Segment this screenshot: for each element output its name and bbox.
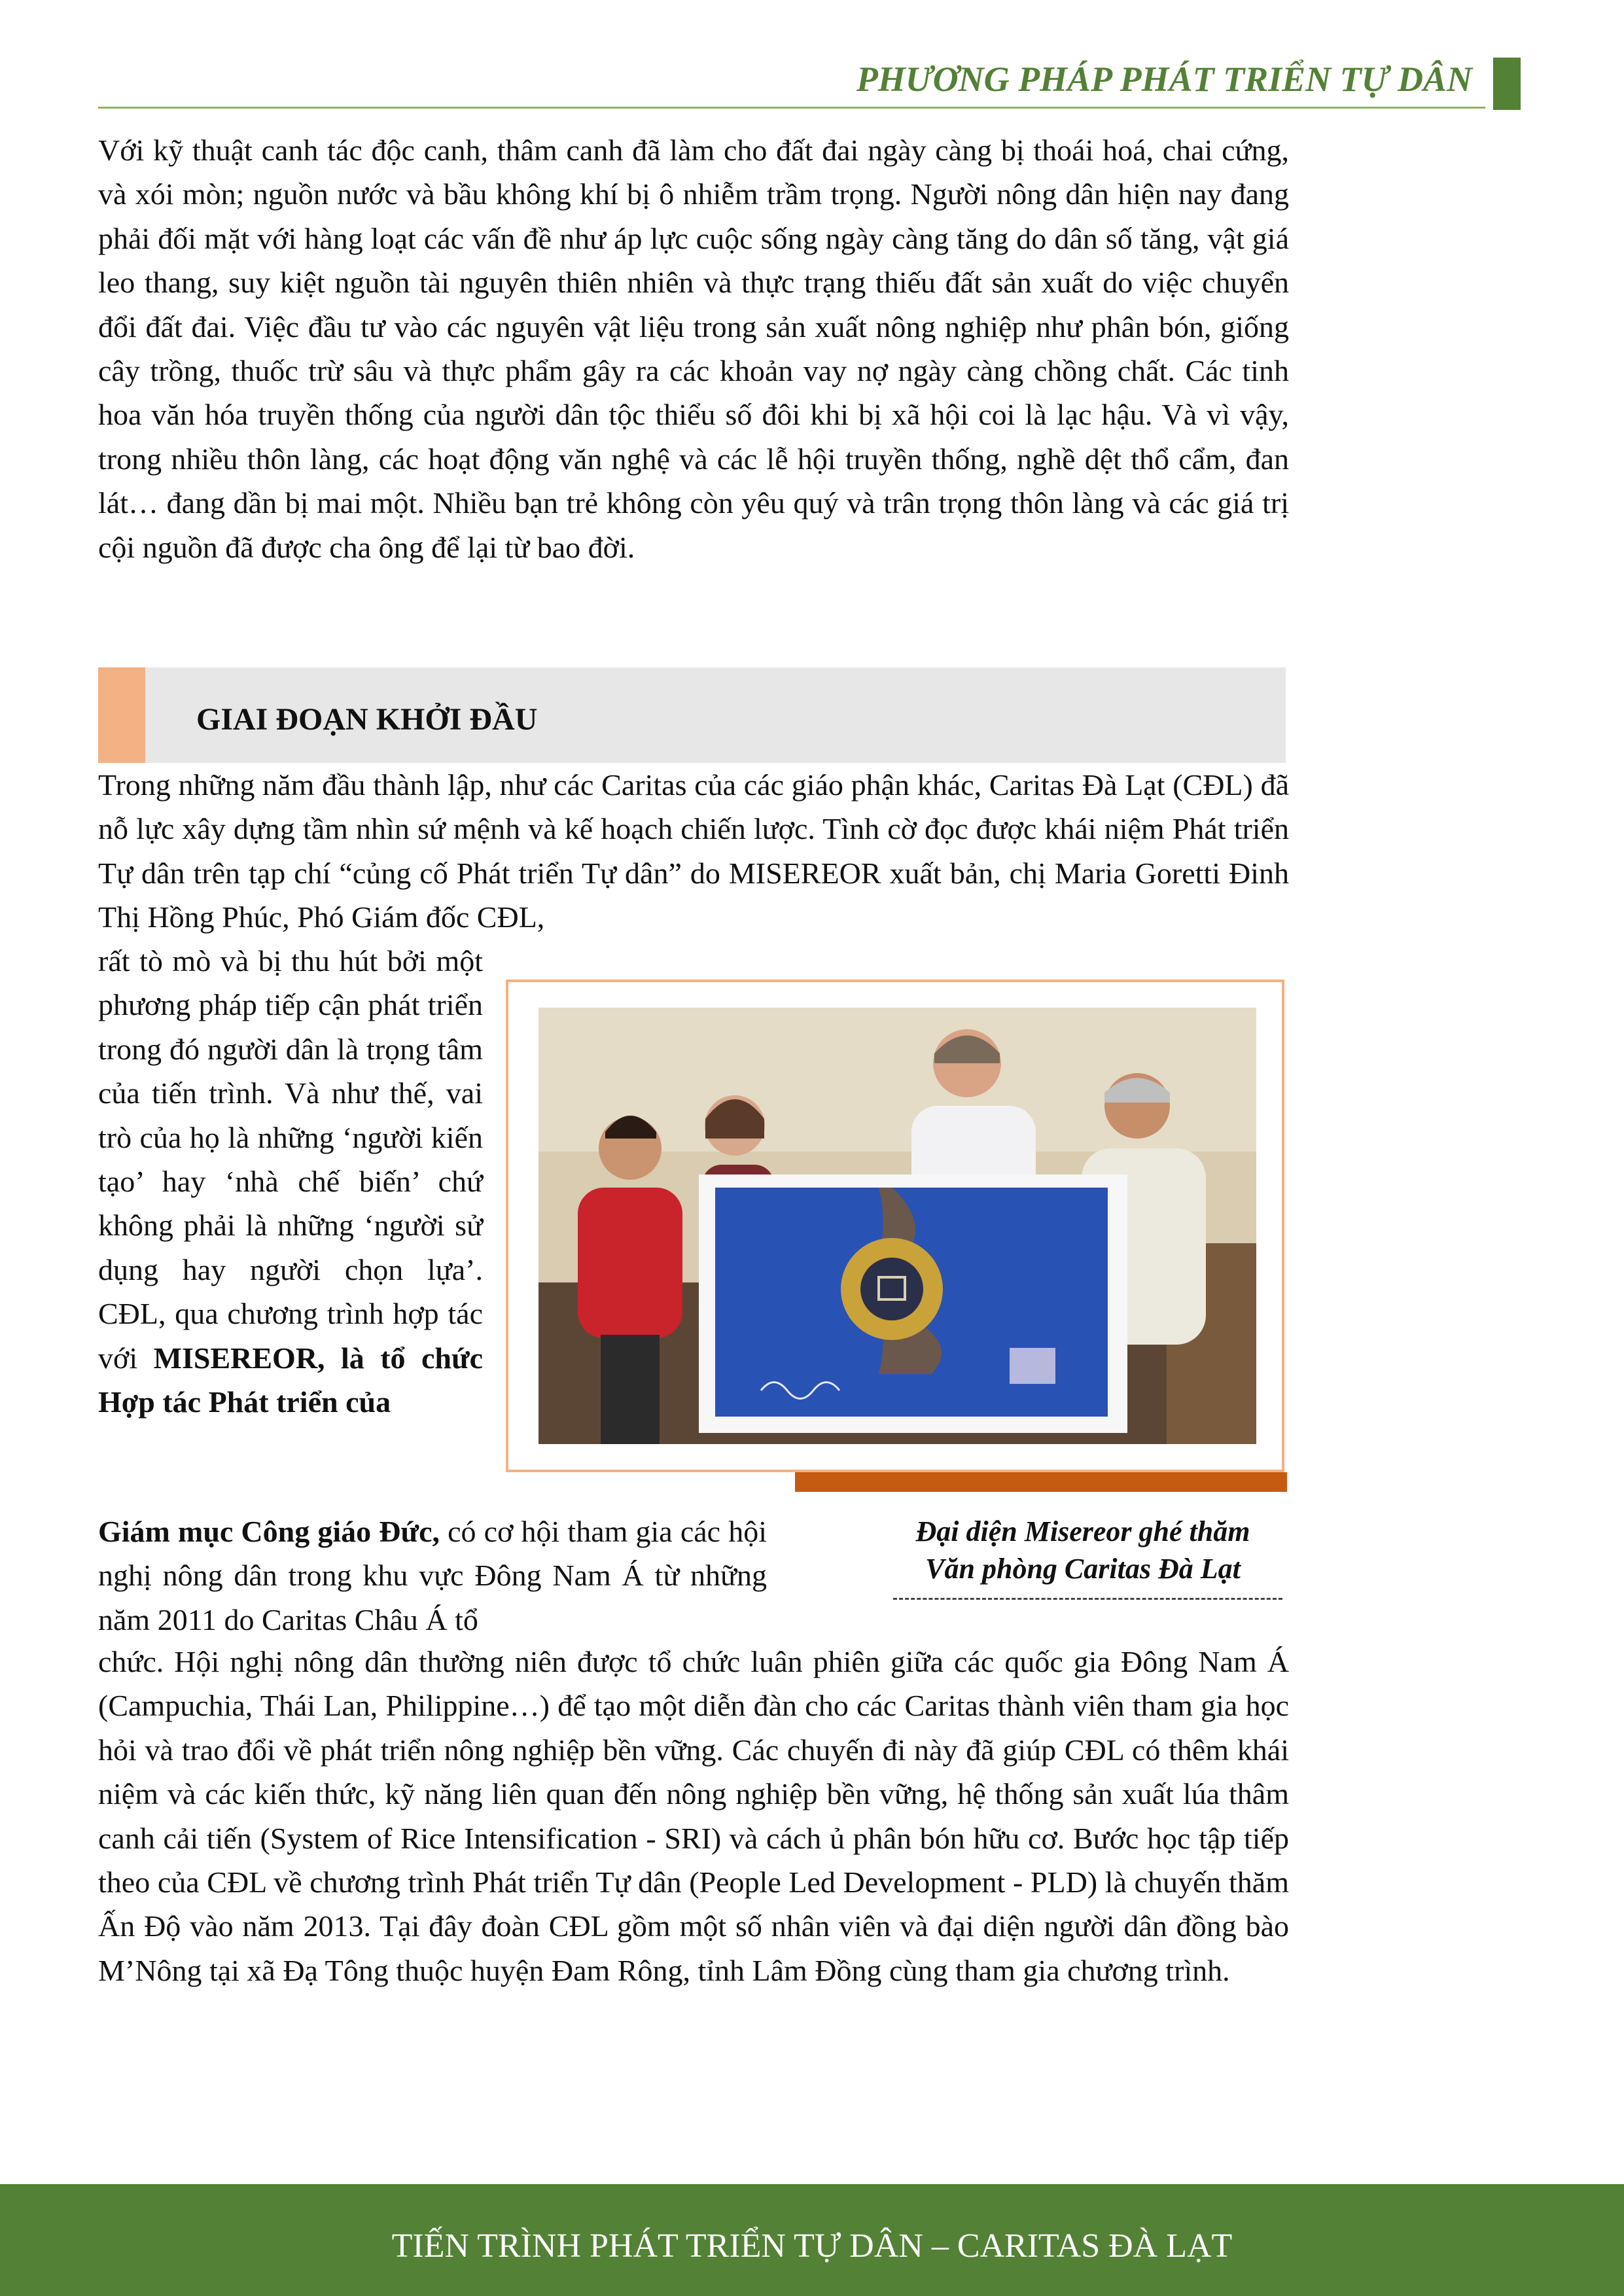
running-header-title: PHƯƠNG PHÁP PHÁT TRIỂN TỰ DÂN bbox=[856, 60, 1472, 99]
paragraph-intro: Với kỹ thuật canh tác độc canh, thâm canh đã làm cho đất đai ngày càng bị thoái hoá, chai cứng, và xói mòn; nguồn nước và bầu không khí bị ô nhiễm trầm trọng. Người nông dân hiện nay đang phải đối mặt với hàng loạt các vấn đề như áp lực cuộc sống ngày càng tăng do dân số tăng, vật giá leo thang, suy kiệt nguồn tài nguyên thiên nhiên và thực trạng thiếu đất sản xuất do việc chuyển đổi đất đai. Việc đầu tư vào các nguyên vật liệu trong sản xuất nông nghiệp như phân bón, giống cây trồng, thuốc trừ sâu và thực phẩm gây ra các khoản vay nợ ngày càng chồng chất. Các tinh hoa văn hóa truyền thống của người dân tộc thiểu số đôi khi bị xã hội coi là lạc hậu. Và vì vậy, trong nhiều thôn làng, các hoạt động văn nghệ và các lễ hội truyền thống, nghề dệt thổ cẩm, đan lát… đang dần bị mai một. Nhiều bạn trẻ không còn yêu quý và trân trọng thôn làng và các giá trị cội nguồn đã được cha ông để lại từ bao đời. bbox=[98, 133, 1289, 564]
paragraph-conferences: chức. Hội nghị nông dân thường niên được tổ chức luân phiên giữa các quốc gia Đông Nam Á (Campuchia, Thái Lan, Philippine…) để tạo một diễn đàn cho các Caritas thành viên tham gia học hỏi và trao đổi về phát triển nông nghiệp bền vững. Các chuyến đi này đã giúp CĐL có thêm khái niệm và các kiến thức, kỹ năng liên quan đến nông nghiệp bền vững, hệ thống sản xuất lúa thâm canh cải tiến (System of Rice Intensification - SRI) và cách ủ phân bón hữu cơ. Bước học tập tiếp theo của CĐL về chương trình Phát triển Tự dân (People Led Development - PLD) là chuyến thăm Ấn Độ vào năm 2013. Tại đây đoàn CĐL gồm một số nhân viên và đại diện người dân đồng bào M’Nông tại xã Đạ Tông thuộc huyện Đam Rông, tỉnh Lâm Đồng cùng tham gia chương trình. bbox=[98, 1645, 1289, 1987]
header-rule bbox=[98, 107, 1485, 109]
caption-dashed-rule bbox=[893, 1598, 1282, 1600]
section-heading-accent bbox=[98, 667, 145, 763]
paragraph-beginning: Trong những năm đầu thành lập, như các Caritas của các giáo phận khác, Caritas Đà Lạt (CĐL) đã nỗ lực xây dựng tầm nhìn sứ mệnh và kế hoạch chiến lược. Tình cờ đọc được khái niệm Phát triển Tự dân trên tạp chí “củng cố Phát triển Tự dân” do MISEREOR xuất bản, chị Maria Goretti Đinh Thị Hồng Phúc, Phó Giám đốc CĐL, bbox=[98, 768, 1289, 934]
photo-accent-band bbox=[795, 1472, 1287, 1492]
photo-caption bbox=[870, 1513, 1296, 1587]
paragraph-continued-text: có cơ hội tham gia các hội nghị nông dân trong khu vực Đông Nam Á từ những năm 2011 do Caritas Châu Á tổ bbox=[98, 1515, 767, 1636]
header-green-block bbox=[1493, 58, 1521, 110]
paragraph-continued bbox=[98, 1510, 767, 1642]
paragraph-side-text: rất tò mò và bị thu hút bởi một phương pháp tiếp cận phát triển trong đó người dân là trọng tâm của tiến trình. Và như thế, vai trò của họ là những ‘người kiến tạo’ hay ‘nhà chế biến’ chứ không phải là những ‘người sử dụng hay người chọn lựa’. CĐL, qua chương trình hợp tác với bbox=[98, 944, 483, 1375]
organization-bold: , là tổ chức Hợp tác Phát triển của bbox=[98, 1341, 484, 1419]
footer-title: TIẾN TRÌNH PHÁT TRIỂN TỰ DÂN – CARITAS ĐÀ LẠT bbox=[391, 2227, 1233, 2265]
group-photo bbox=[538, 1008, 1256, 1444]
paragraph-side-column bbox=[98, 939, 483, 1424]
bishops-bold: Giám mục Công giáo Đức, bbox=[98, 1515, 440, 1548]
caption-line-1: Đại diện Misereor ghé thăm bbox=[915, 1515, 1250, 1547]
misereor-bold: MISEREOR bbox=[153, 1341, 318, 1375]
section-title: GIAI ĐOẠN KHỞI ĐẦU bbox=[196, 702, 538, 737]
caption-line-2: Văn phòng Caritas Đà Lạt bbox=[925, 1553, 1241, 1585]
